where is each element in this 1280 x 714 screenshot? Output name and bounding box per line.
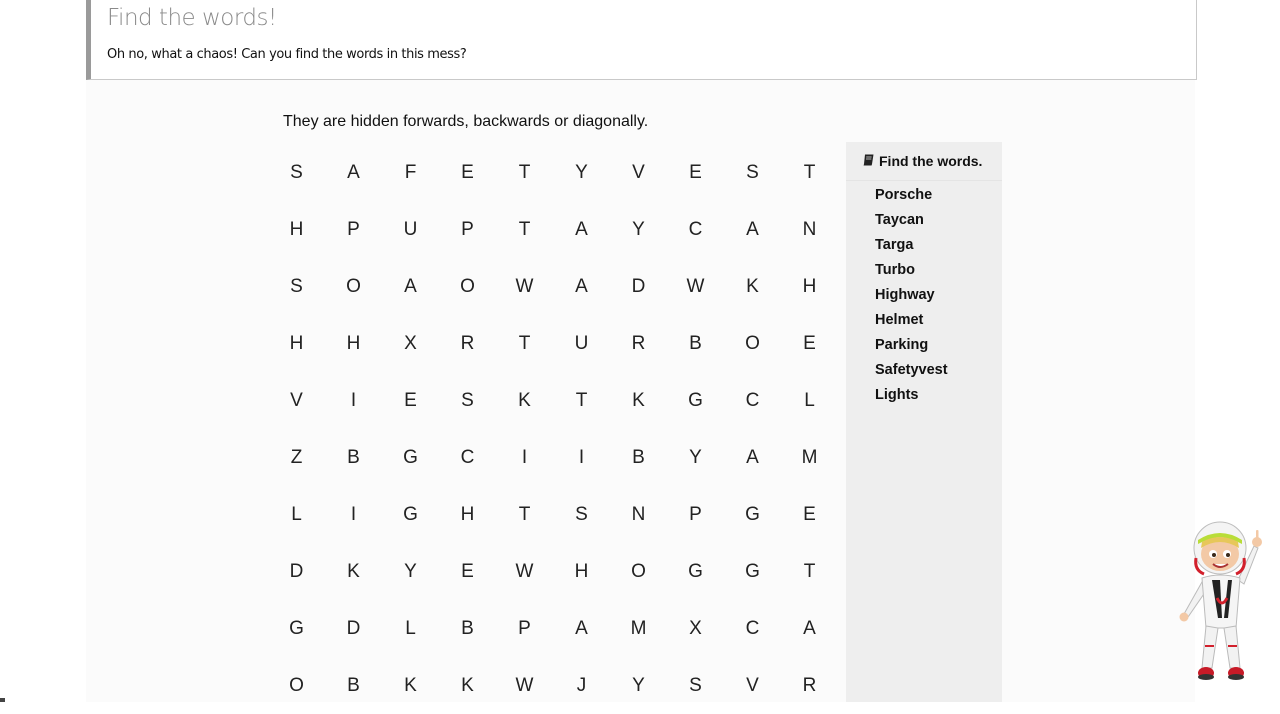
grid-cell[interactable]: E [689,161,702,183]
grid-cell[interactable]: I [578,446,585,468]
panel-header [846,142,1002,181]
grid-cell[interactable]: K [518,389,531,411]
grid-cell[interactable]: D [346,617,361,639]
grid-cell[interactable]: S [746,161,759,183]
grid-cell[interactable]: K [461,674,474,696]
grid-cell[interactable]: H [574,560,589,582]
grid-cell[interactable]: G [745,560,760,582]
grid-cell[interactable]: F [404,161,417,183]
grid-cell[interactable]: M [801,446,818,468]
grid-cell[interactable]: K [404,674,417,696]
word-list-panel [846,142,1002,702]
word-list [875,187,948,412]
grid-cell[interactable]: G [403,446,418,468]
grid-cell[interactable]: W [515,674,534,696]
word-list-item: Targa [875,237,914,253]
grid-cell[interactable]: C [745,617,760,639]
grid-cell[interactable]: B [689,332,702,354]
panel-title: Find the words. [879,153,983,169]
grid-cell[interactable]: E [803,332,816,354]
grid-cell[interactable]: O [460,275,475,297]
grid-cell[interactable]: A [803,617,816,639]
grid-cell[interactable]: V [290,389,303,411]
grid-cell[interactable]: D [631,275,646,297]
grid-cell[interactable]: S [689,674,702,696]
grid-cell[interactable]: L [405,617,416,639]
instruction-text: They are hidden forwards, backwards or diagonally. [283,113,649,130]
grid-cell[interactable]: C [688,218,703,240]
header-box [86,0,1197,80]
grid-cell[interactable]: T [575,389,588,411]
grid-cell[interactable]: B [347,674,360,696]
book-icon [863,154,874,166]
grid-cell[interactable]: T [518,332,531,354]
grid-cell[interactable]: G [289,617,304,639]
grid-cell[interactable]: X [689,617,702,639]
grid-cell[interactable]: S [290,275,303,297]
grid-cell[interactable]: V [632,161,645,183]
grid-cell[interactable]: Y [632,218,645,240]
grid-cell[interactable]: G [745,503,760,525]
grid-cell[interactable]: K [347,560,360,582]
grid-cell[interactable]: P [347,218,360,240]
grid-cell[interactable]: O [631,560,646,582]
grid-cell[interactable]: R [631,332,646,354]
grid-cell[interactable]: A [575,218,588,240]
grid-cell[interactable]: U [403,218,418,240]
grid-cell[interactable]: W [515,275,534,297]
grid-cell[interactable]: P [689,503,702,525]
page-subtitle: Oh no, what a chaos! Can you find the words in this mess? [107,47,467,62]
page-title: Find the words! [107,5,277,31]
grid-cell[interactable]: J [576,674,587,696]
word-list-item: Helmet [875,312,924,328]
word-list-item: Parking [875,337,929,353]
grid-cell[interactable]: A [404,275,417,297]
grid-cell[interactable]: H [802,275,817,297]
grid-cell[interactable]: I [350,389,357,411]
word-list-item: Highway [875,287,935,303]
grid-cell[interactable]: P [518,617,531,639]
grid-cell[interactable]: K [632,389,645,411]
grid-cell[interactable]: O [745,332,760,354]
grid-cell[interactable]: X [404,332,417,354]
grid-cell[interactable]: T [803,161,816,183]
grid-cell[interactable]: A [575,275,588,297]
grid-cell[interactable]: B [461,617,474,639]
grid-cell[interactable]: H [346,332,361,354]
grid-cell[interactable]: B [632,446,645,468]
grid-cell[interactable]: P [461,218,474,240]
grid-cell[interactable]: V [746,674,759,696]
grid-cell[interactable]: Y [632,674,645,696]
grid-cell[interactable]: E [404,389,417,411]
grid-cell[interactable]: A [746,218,759,240]
word-list-item: Lights [875,387,919,403]
mascot-driver-icon [1172,518,1272,684]
word-list-item: Turbo [875,262,915,278]
grid-cell[interactable]: E [461,560,474,582]
grid-cell[interactable]: L [291,503,302,525]
word-list-item: Porsche [875,187,933,203]
grid-cell[interactable]: G [688,389,703,411]
grid-cell[interactable]: T [803,560,816,582]
grid-cell[interactable]: K [746,275,759,297]
grid-cell[interactable]: L [804,389,815,411]
grid-cell[interactable]: H [460,503,475,525]
grid-cell[interactable]: T [518,503,531,525]
grid-cell[interactable]: W [515,560,534,582]
grid-cell[interactable]: I [521,446,528,468]
grid-cell[interactable]: A [575,617,588,639]
grid-cell[interactable]: W [686,275,705,297]
grid-cell[interactable]: C [460,446,475,468]
grid-cell[interactable]: O [346,275,361,297]
grid-cell[interactable]: A [746,446,759,468]
corner-edge [0,698,5,702]
grid-cell[interactable]: Y [575,161,588,183]
grid-cell[interactable]: T [518,218,531,240]
grid-cell[interactable]: Z [290,446,303,468]
grid-cell[interactable]: E [803,503,816,525]
grid-cell[interactable]: D [289,560,304,582]
grid-cell[interactable]: E [461,161,474,183]
letter-grid[interactable] [268,144,838,714]
grid-cell[interactable]: U [574,332,589,354]
grid-cell[interactable]: Y [404,560,417,582]
grid-cell[interactable]: B [347,446,360,468]
grid-cell[interactable]: G [688,560,703,582]
word-list-item: Safetyvest [875,362,948,378]
grid-cell[interactable]: C [745,389,760,411]
grid-cell[interactable]: A [347,161,360,183]
grid-cell[interactable]: G [403,503,418,525]
grid-cell[interactable]: M [630,617,647,639]
grid-cell[interactable]: T [518,161,531,183]
grid-cell[interactable]: S [290,161,303,183]
grid-cell[interactable]: N [802,218,817,240]
grid-cell[interactable]: H [289,332,304,354]
grid-cell[interactable]: I [350,503,357,525]
grid-cell[interactable]: R [460,332,475,354]
grid-cell[interactable]: S [575,503,588,525]
grid-cell[interactable]: N [631,503,646,525]
grid-cell[interactable]: Y [689,446,702,468]
grid-cell[interactable]: H [289,218,304,240]
grid-cell[interactable]: R [802,674,817,696]
word-list-item: Taycan [875,212,924,228]
grid-cell[interactable]: O [289,674,304,696]
grid-cell[interactable]: S [461,389,474,411]
